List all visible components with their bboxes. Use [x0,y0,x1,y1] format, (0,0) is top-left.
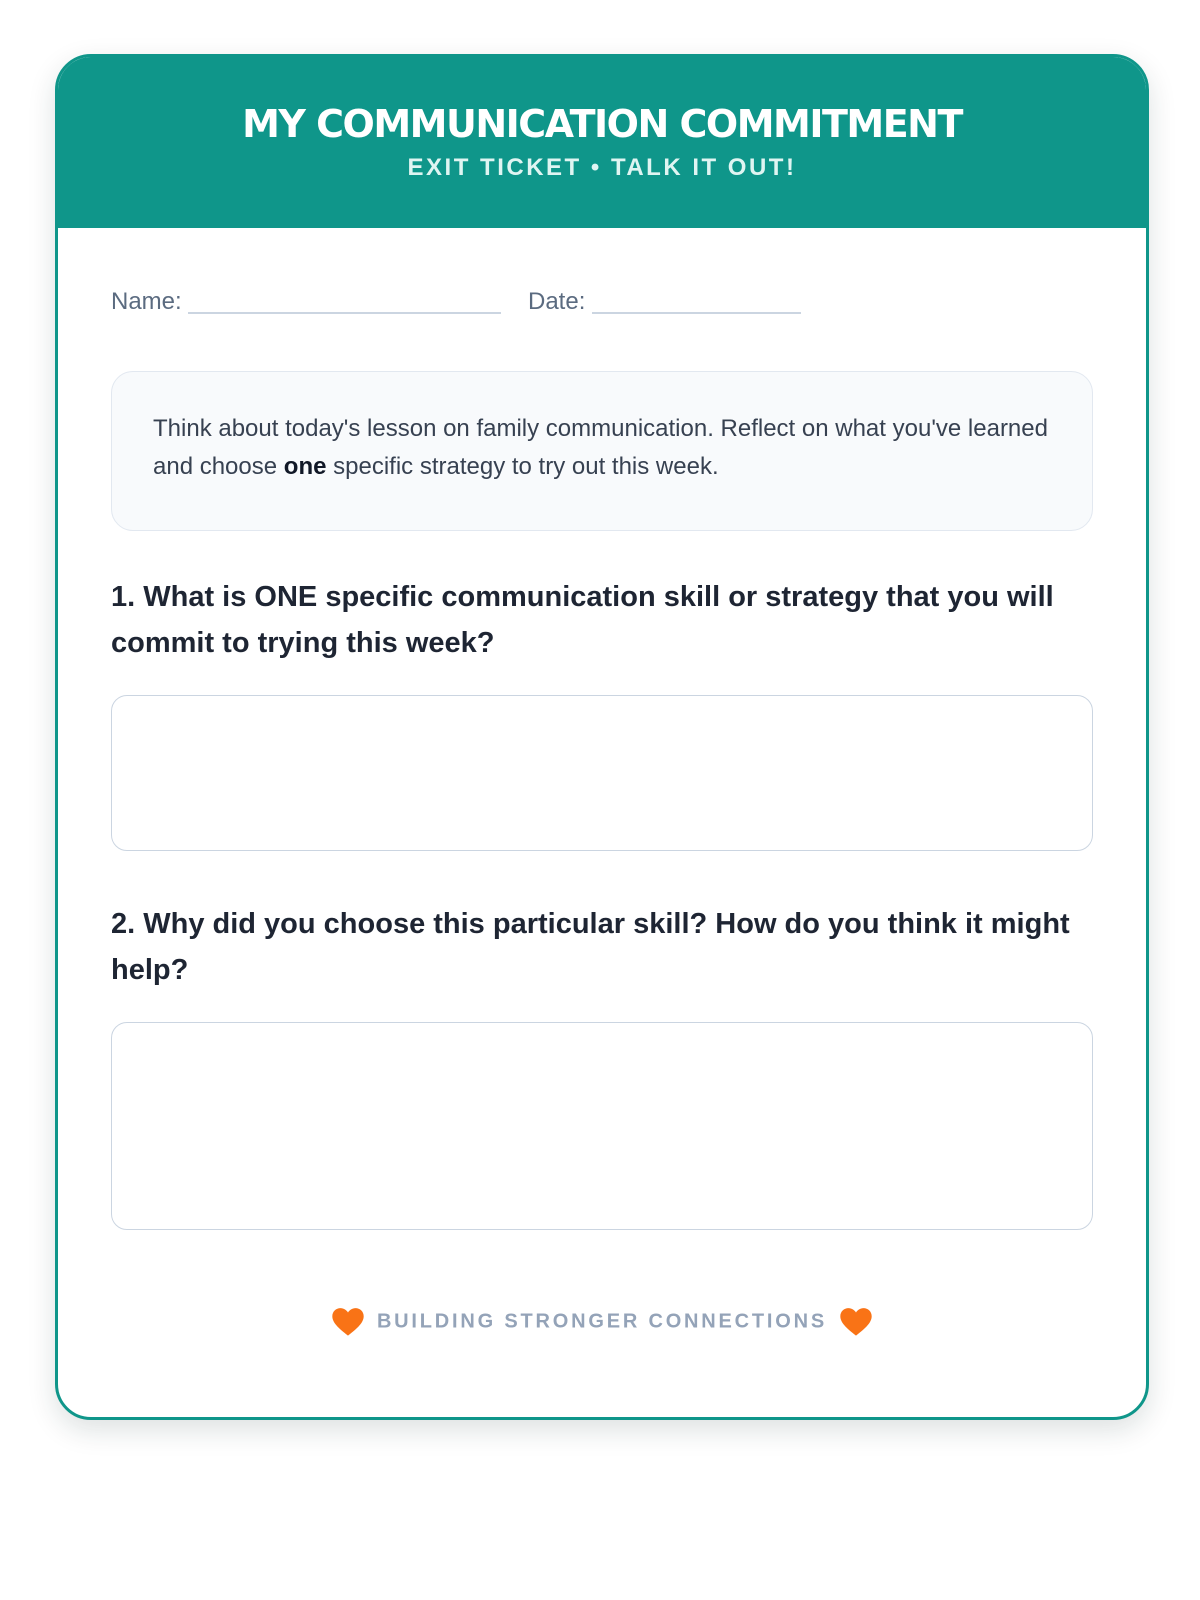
page-subtitle: EXIT TICKET • TALK IT OUT! [407,154,797,181]
heart-icon [839,1307,873,1337]
date-line[interactable] [592,312,801,314]
heart-icon-shape [332,1308,363,1336]
exit-ticket-card [55,54,1149,1420]
name-line[interactable] [188,312,501,314]
name-date-row [111,284,1011,324]
footer-text: BUILDING STRONGER CONNECTIONS [376,1310,828,1333]
answer-1-input[interactable] [111,695,1093,851]
instructions-text-start: Think about today's lesson on family communication. Reflect on what you've learned and choose [153,415,1048,480]
name-label: Name: [111,288,182,315]
instructions-box [111,371,1093,531]
question-1: 1. What is ONE specific communication skill or strategy that you will commit to trying this week? [111,581,1054,659]
footer-tagline [58,1301,1146,1341]
question-2: 2. Why did you choose this particular skill? How do you think it might help? [111,908,1070,986]
instructions-emphasis: one [283,453,327,480]
heart-icon [331,1307,365,1337]
date-label: Date: [528,288,586,315]
page-title: MY COMMUNICATION COMMITMENT [242,102,962,146]
card-header [58,57,1146,228]
heart-icon-shape [840,1308,871,1336]
instructions-text-end: specific strategy to try out this week. [326,453,719,480]
answer-2-input[interactable] [111,1022,1093,1230]
